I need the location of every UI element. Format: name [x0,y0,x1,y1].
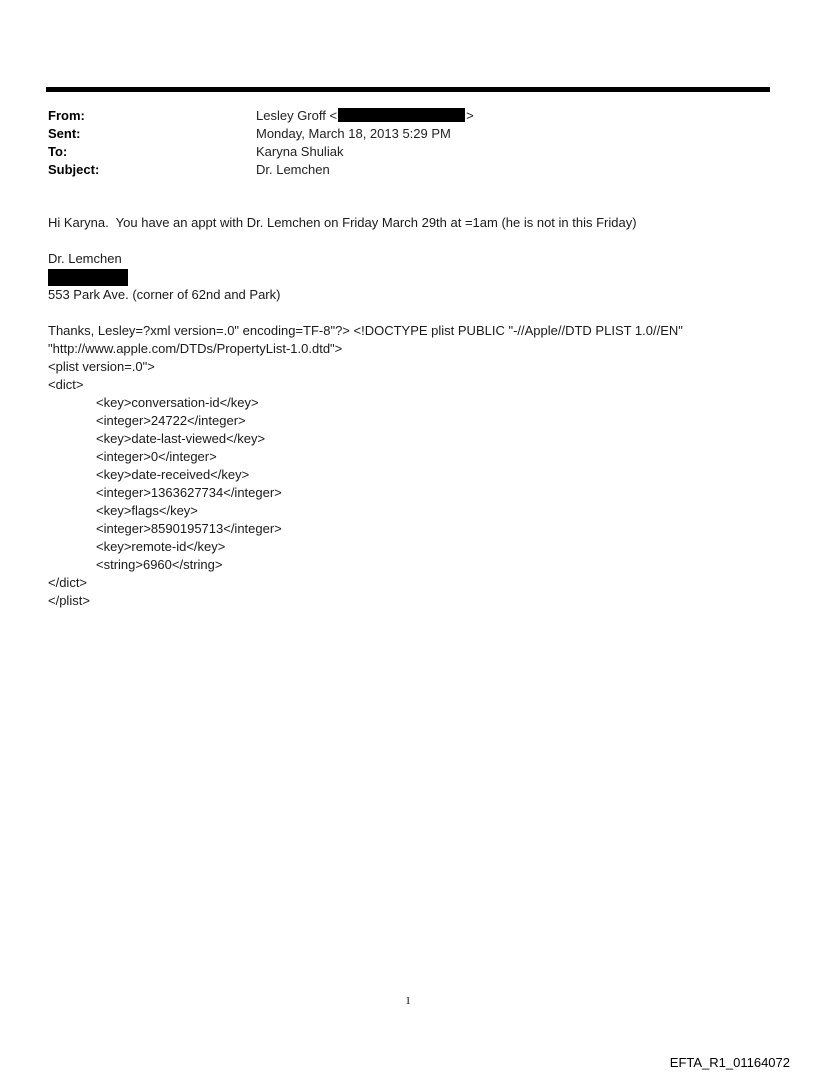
page-number: 1 [405,995,411,1007]
dict-entry: <key>date-last-viewed</key> [96,431,266,446]
subject-row [48,161,768,179]
dict-entry: <key>remote-id</key> [96,539,226,554]
email-header [48,107,768,179]
doctor-name: Dr. Lemchen [48,251,122,266]
to-label: To: [48,144,68,159]
sent-row [48,125,768,143]
to-row [48,143,768,161]
sent-value: Monday, March 18, 2013 5:29 PM [256,126,451,141]
redacted-block [48,269,128,286]
plist-line: <dict> [48,377,84,392]
dict-entry: <integer>8590195713</integer> [96,521,282,536]
plist-line: <plist version=.0"> [48,359,155,374]
dict-entry: <integer>1363627734</integer> [96,485,282,500]
from-row [48,107,768,125]
dict-entry: <string>6960</string> [96,557,223,572]
dict-entry: <integer>0</integer> [96,449,217,464]
subject-label: Subject: [48,162,100,177]
from-name: Lesley Groff < [256,108,338,123]
redacted-email [338,108,465,122]
plist-line: "http://www.apple.com/DTDs/PropertyList-1.0.dtd"> [48,341,343,356]
dict-entry: <key>date-received</key> [96,467,250,482]
dict-entry: <key>flags</key> [96,503,198,518]
to-value: Karyna Shuliak [256,144,344,159]
closing-line: </plist> [48,593,90,608]
address-line: 553 Park Ave. (corner of 62nd and Park) [48,287,281,302]
subject-value: Dr. Lemchen [256,162,330,177]
plist-line: Thanks, Lesley=?xml version=.0" encoding=TF-8"?> <!DOCTYPE plist PUBLIC "-//Apple//DTD PLIST 1.0//EN" [48,323,683,338]
from-label: From: [48,108,85,123]
dict-entry: <key>conversation-id</key> [96,395,259,410]
greeting-line: Hi Karyna. You have an appt with Dr. Lemchen on Friday March 29th at =1am (he is not in this Friday) [48,215,637,230]
bates-number: EFTA_R1_01164072 [669,1055,790,1070]
dict-entry: <integer>24722</integer> [96,413,246,428]
header-divider [46,87,770,92]
closing-line: </dict> [48,575,88,590]
from-close: > [466,108,474,123]
sent-label: Sent: [48,126,81,141]
from-value [256,107,474,125]
email-body [48,214,788,610]
